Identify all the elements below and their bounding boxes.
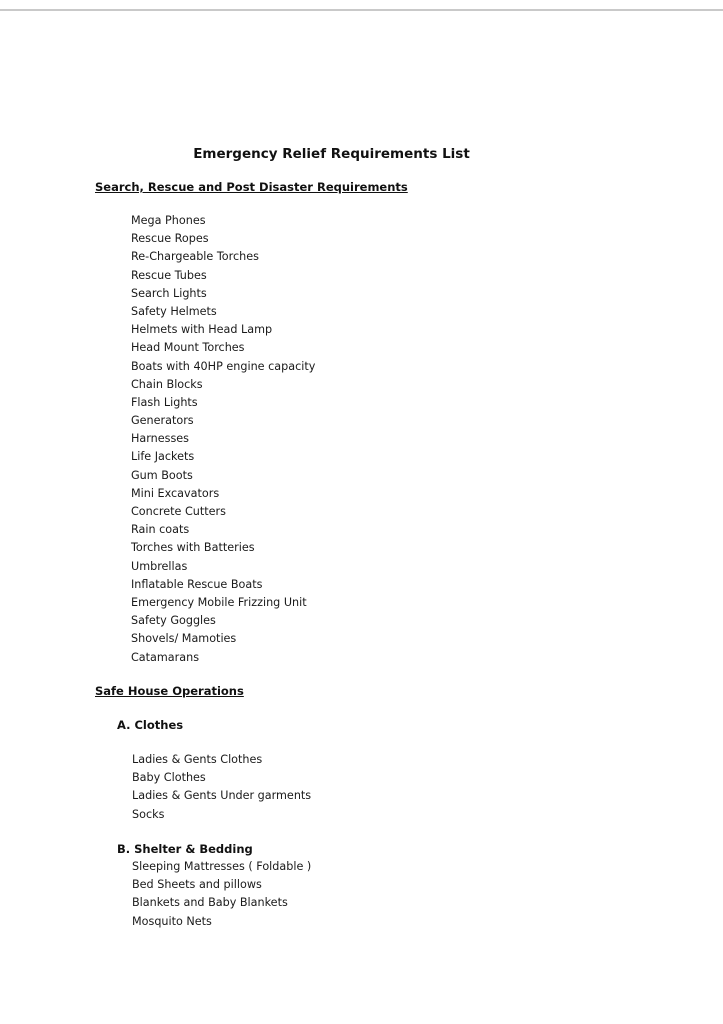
search-rescue-item: Flash Lights [131,395,198,409]
search-rescue-item: Umbrellas [131,559,188,573]
search-rescue-item: Shovels/ Mamoties [131,632,237,646]
search-rescue-item: Rescue Ropes [131,232,209,246]
search-rescue-list [131,212,315,667]
search-rescue-item: Rescue Tubes [131,268,207,282]
search-rescue-item: Concrete Cutters [131,505,226,518]
search-rescue-item: Re-Chargeable Torches [131,250,259,264]
search-rescue-item: Harnesses [131,432,190,446]
search-rescue-item: Safety Helmets [131,304,217,318]
search-rescue-item: Boats with 40HP engine capacity [131,359,316,373]
shelter-bedding-list [132,858,311,931]
search-rescue-item: Inflatable Rescue Boats [131,577,263,591]
search-rescue-item: Chain Blocks [131,377,203,391]
shelter-bedding-item: Sleeping Mattresses ( Foldable ) [132,860,312,873]
shelter-bedding-item: Mosquito Nets [132,914,212,928]
clothes-item: Ladies & Gents Under garments [132,789,312,803]
search-rescue-item: Catamarans [131,650,200,664]
search-rescue-item: Search Lights [131,286,207,300]
section-heading-search-rescue: Search, Rescue and Post Disaster Requirements [95,180,408,194]
document-title: Emergency Relief Requirements List [193,146,470,162]
section-heading-safe-house: Safe House Operations [95,684,244,698]
clothes-item: Ladies & Gents Clothes [132,753,263,766]
search-rescue-item: Head Mount Torches [131,341,245,355]
clothes-item: Socks [132,807,165,821]
shelter-bedding-item: Bed Sheets and pillows [132,878,262,892]
shelter-bedding-item: Blankets and Baby Blankets [132,896,288,910]
search-rescue-item: Helmets with Head Lamp [131,323,273,337]
search-rescue-item: Torches with Batteries [131,541,255,555]
search-rescue-item: Life Jackets [131,450,195,464]
search-rescue-item: Emergency Mobile Frizzing Unit [131,595,307,609]
search-rescue-item: Generators [131,414,194,428]
search-rescue-item: Mini Excavators [131,486,220,500]
clothes-list [132,751,311,824]
search-rescue-item: Safety Goggles [131,614,216,628]
search-rescue-item: Gum Boots [131,468,193,482]
subsection-heading-shelter-bedding: B. Shelter & Bedding [117,842,253,856]
search-rescue-item: Mega Phones [131,214,206,227]
search-rescue-item: Rain coats [131,523,190,537]
subsection-heading-clothes: A. Clothes [117,718,184,732]
clothes-item: Baby Clothes [132,771,206,785]
